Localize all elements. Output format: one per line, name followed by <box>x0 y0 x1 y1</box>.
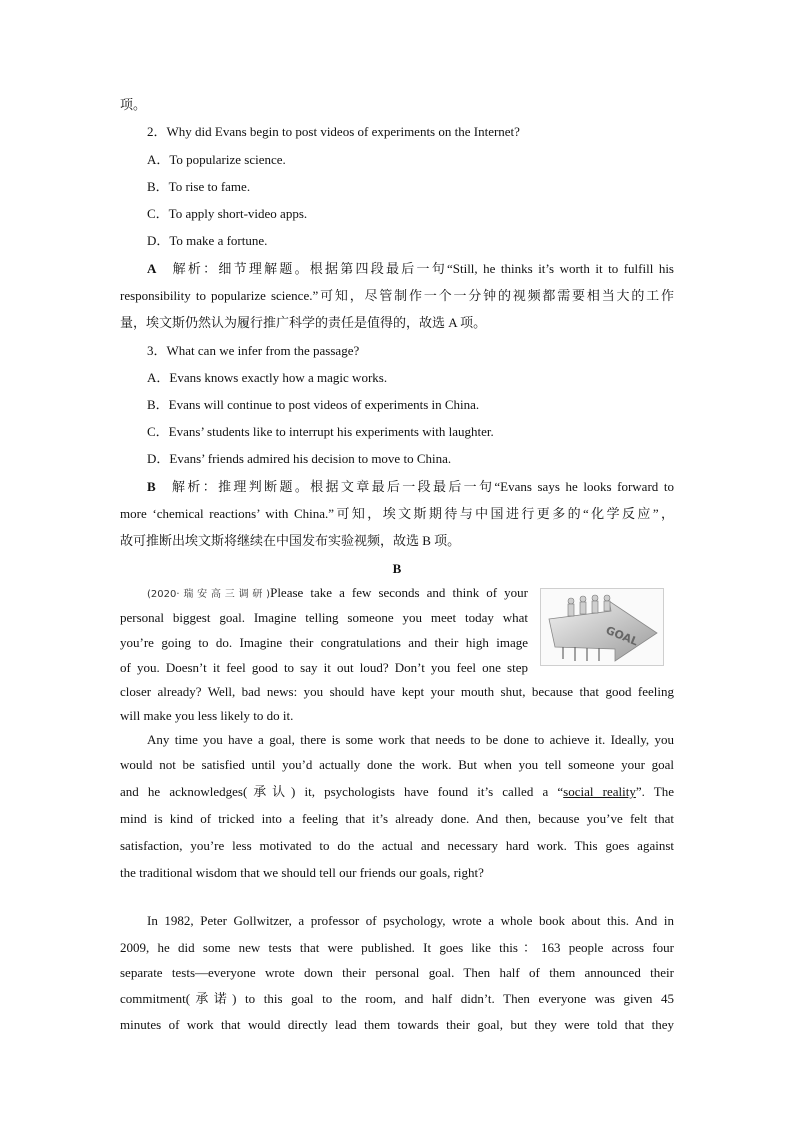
passage-p1-line-2: personal biggest goal. Imagine telling someone you meet today what <box>120 610 528 625</box>
q2-answer: A <box>147 261 157 276</box>
passage-p2-line-5: satisfaction, you’re less motivated to do the actual and necessary hard work. This goes against <box>120 838 674 853</box>
passage-p2-line-2: would not be satisfied until you’d actually done the work. But when you tell someone your goal <box>120 757 674 772</box>
passage-p1-line-3: you’re going to do. Imagine their congratulations and their high image <box>120 635 528 650</box>
passage-p1-line-5: closer already? Well, bad news: you should have kept your mouth shut, because that good feeling <box>120 684 674 699</box>
goal-illustration <box>540 588 664 666</box>
q2-option-c: C．To apply short-video apps. <box>147 206 308 221</box>
q2-analysis-line-3: 量，埃文斯仍然认为履行推广科学的责任是值得的，故选 A 项。 <box>120 315 487 330</box>
passage-p3-line-5: minutes of work that would directly lead them towards their goal, but they were told that they <box>120 1017 674 1032</box>
passage-p3-line-4: commitment(承诺) to this goal to the room, and half didn’t. Then everyone was given 45 <box>120 991 674 1006</box>
passage-p2-line-3: and he acknowledges(承认) it, psychologists have found it’s called a “social reality”. The <box>120 784 675 799</box>
q2-stem: 2．Why did Evans begin to post videos of experiments on the Internet? <box>147 124 520 139</box>
section-heading: B <box>392 561 402 576</box>
q2-option-d: D．To make a fortune. <box>147 233 268 248</box>
q3-option-a: A．Evans knows exactly how a magic works. <box>147 370 388 385</box>
passage-p2-line-1: Any time you have a goal, there is some work that needs to be done to achieve it. Ideally, you <box>147 732 674 747</box>
q2-analysis-line-1: A 解析：细节理解题。根据第四段最后一句“Still, he thinks it’s worth it to fulfill his <box>147 261 674 276</box>
q3-option-b: B．Evans will continue to post videos of experiments in China. <box>147 397 480 412</box>
q3-analysis-line-1: B 解析：推理判断题。根据文章最后一段最后一句“Evans says he looks forward to <box>147 479 674 494</box>
q2-analysis-line-2: responsibility to popularize science.”可知，尽管制作一个一分钟的视频都需要相当大的工作 <box>120 288 674 303</box>
passage-p1-line-6: will make you less likely to do it. <box>120 708 294 723</box>
q3-option-d: D．Evans’ friends admired his decision to move to China. <box>147 451 452 466</box>
passage-p1-line-1: (2020·瑞安高三调研)Please take a few seconds and think of your <box>147 585 528 600</box>
q2-option-b: B．To rise to fame. <box>147 179 251 194</box>
passage-p2-line-4: mind is kind of tricked into a feeling that it’s already done. And then, because you’ve felt that <box>120 811 674 826</box>
goal-arrow-icon <box>541 589 663 665</box>
passage-p3-line-3: separate tests—everyone wrote down their personal goal. Then half of them announced their <box>120 965 674 980</box>
passage-p3-line-2: 2009, he did some new tests that were published. It goes like this：163 people across four <box>120 940 674 955</box>
goal-label: GOAL <box>603 623 640 649</box>
q3-stem: 3．What can we infer from the passage? <box>147 343 360 358</box>
q2-option-a: A．To popularize science. <box>147 152 286 167</box>
q3-answer: B <box>147 479 156 494</box>
q3-analysis-line-2: more ‘chemical reactions’ with China.”可知，埃文斯期待与中国进行更多的“化学反应”， <box>120 506 674 521</box>
continued-line: 项。 <box>120 97 147 112</box>
passage-p2-line-6: the traditional wisdom that we should tell our friends our goals, right? <box>120 865 484 880</box>
underlined-term: social reality <box>563 784 636 799</box>
q3-option-c: C．Evans’ students like to interrupt his experiments with laughter. <box>147 424 494 439</box>
source-tag: (2020·瑞安高三调研) <box>147 589 271 600</box>
passage-p1-line-4: of you. Doesn’t it feel good to say it out loud? Don’t you feel one step <box>120 660 528 675</box>
passage-p3-line-1: In 1982, Peter Gollwitzer, a professor of psychology, wrote a whole book about this. And in <box>147 913 674 928</box>
q3-analysis-line-3: 故可推断出埃文斯将继续在中国发布实验视频，故选 B 项。 <box>120 533 461 548</box>
